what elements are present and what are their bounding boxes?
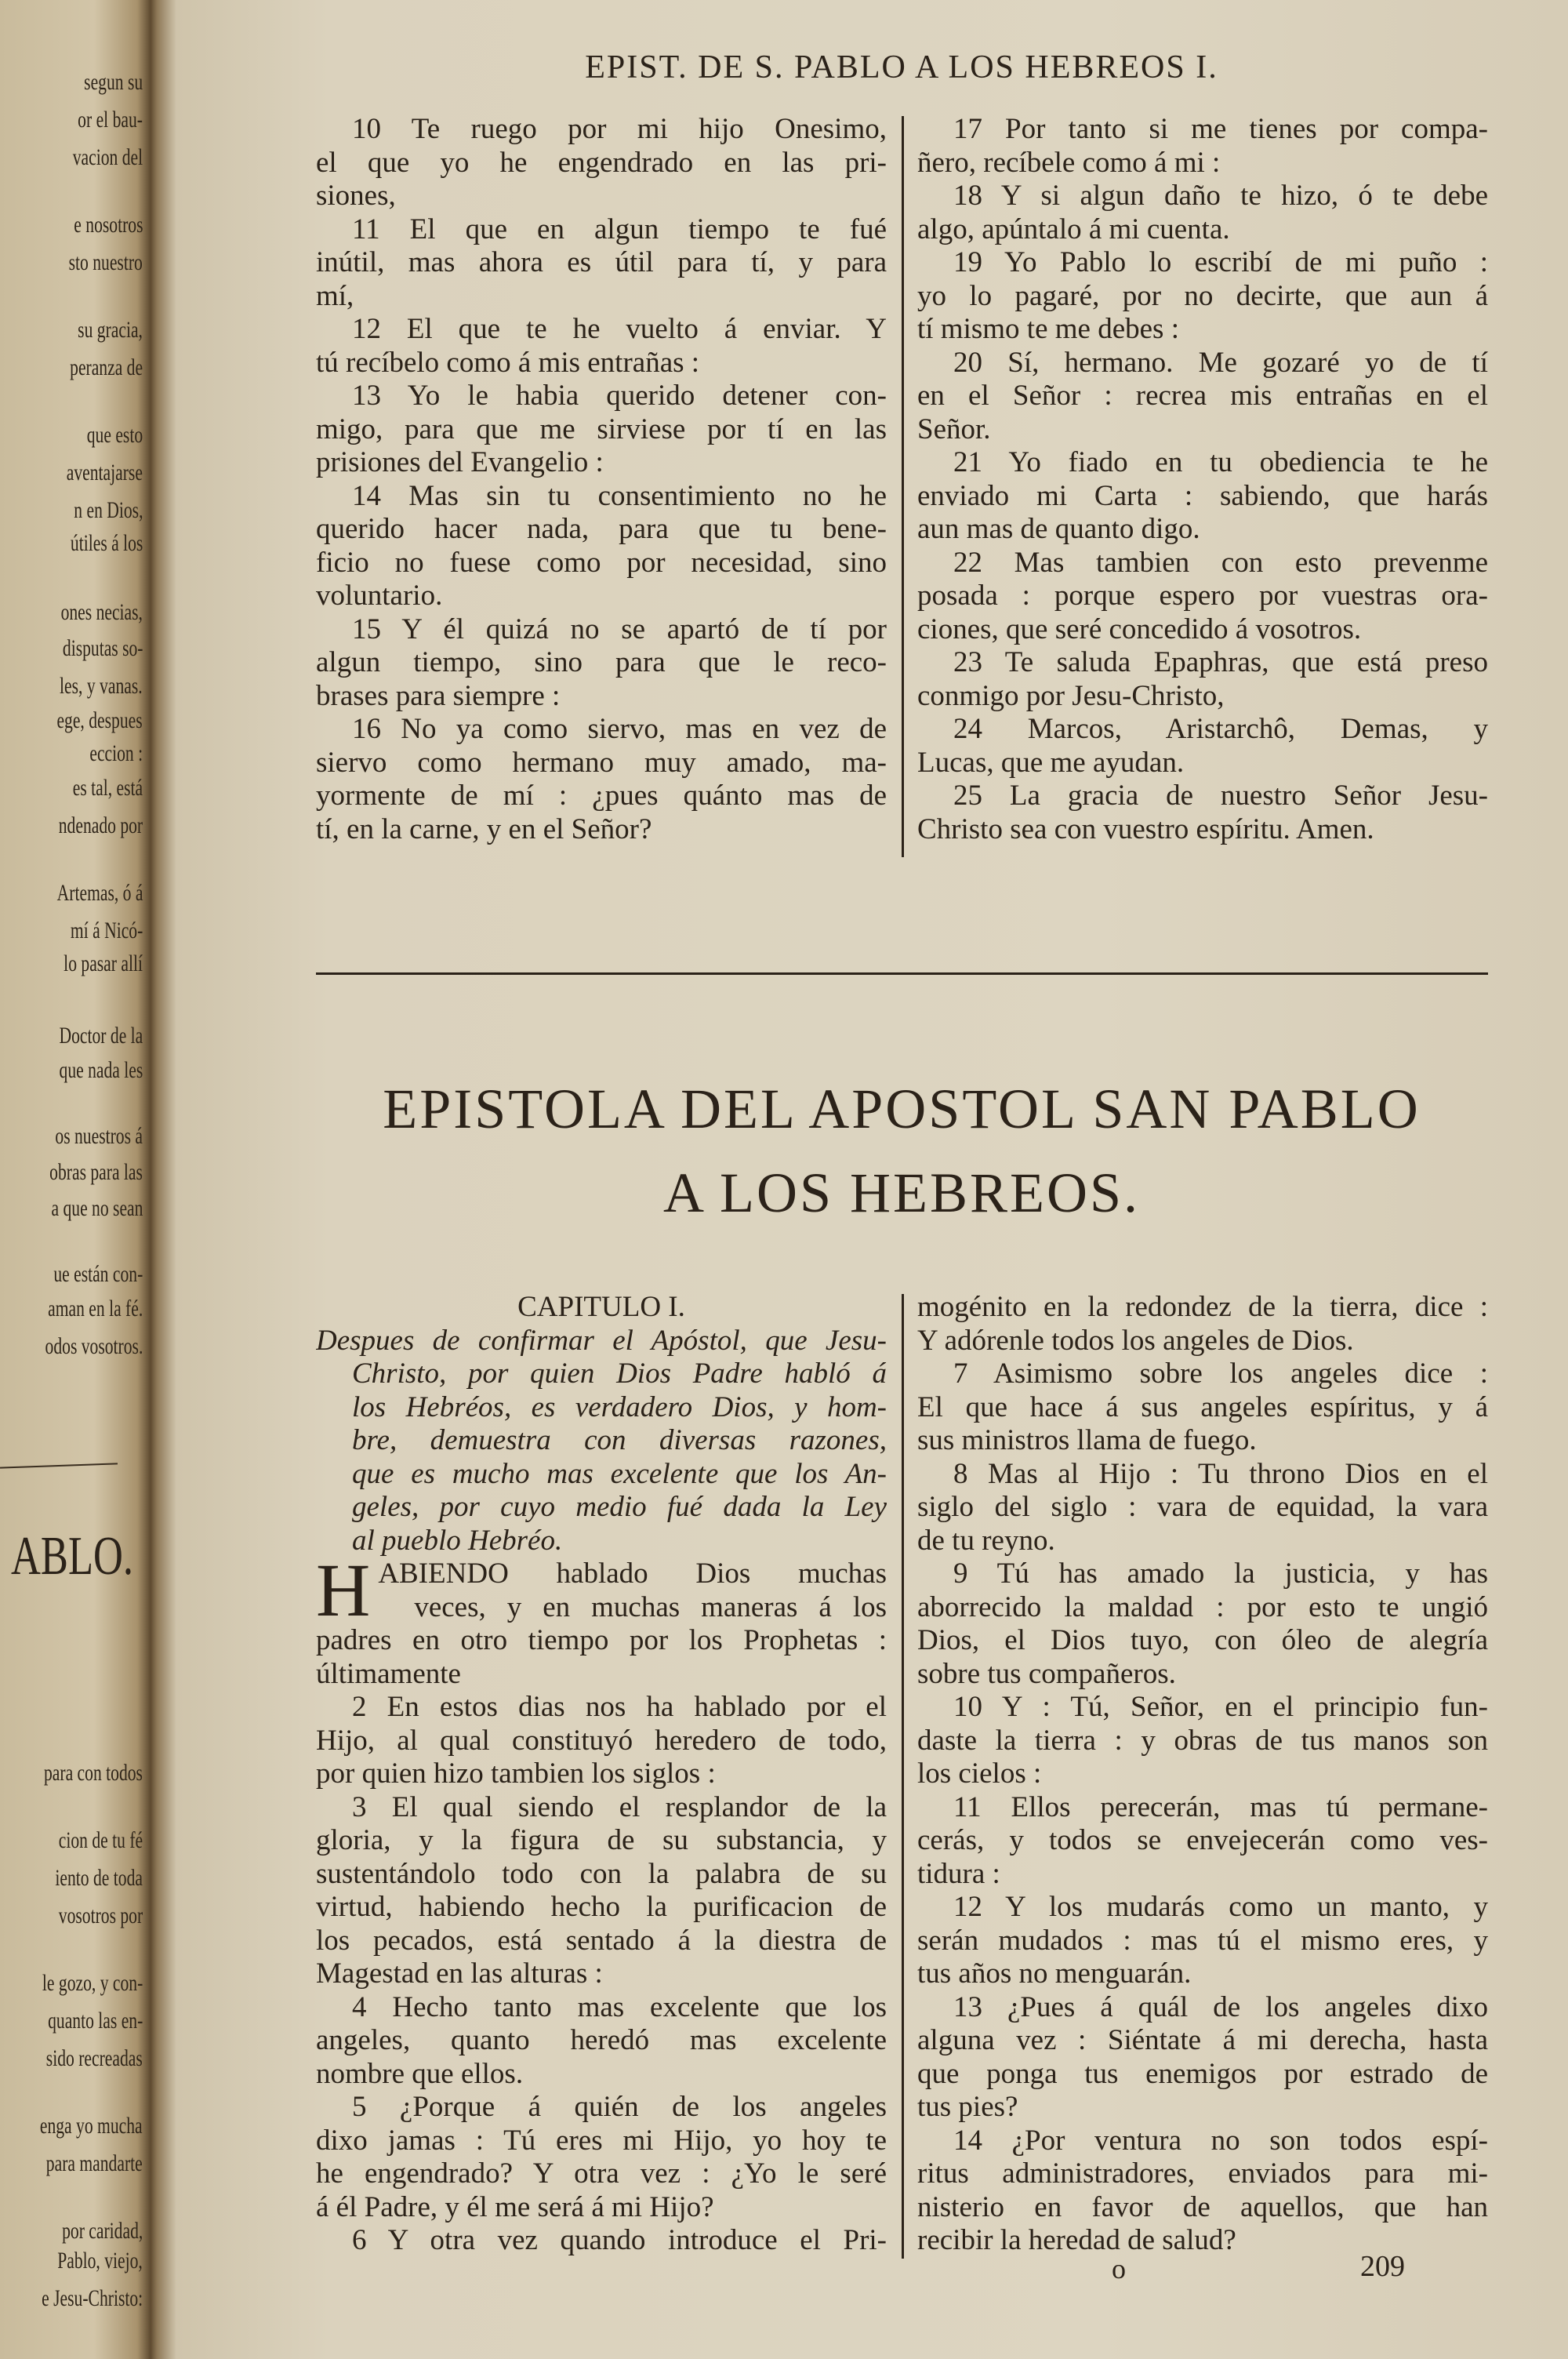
verse-line: algun tiempo, sino para que le reco- (316, 646, 887, 678)
facing-page-title-fragment: ABLO. (10, 1526, 133, 1587)
verse-line: dixo jamas : Tú eres mi Hijo, yo hoy te (316, 2124, 887, 2157)
verse-line: siglo del siglo : vara de equidad, la vara (917, 1491, 1488, 1523)
column-rule-top (902, 116, 904, 857)
facing-page-fragment: para mandarte (46, 2150, 143, 2176)
verse-line: El que hace á sus angeles espíritus, y á (917, 1390, 1488, 1423)
verse-line: ñero, recíbele como á mi : (917, 146, 1221, 179)
verse-line: 14 Mas sin tu consentimiento no he (352, 479, 887, 512)
facing-page-fragment: es tal, está (72, 775, 143, 801)
facing-page-fragment: n en Dios, (73, 497, 143, 523)
verse-line: Hijo, al qual constituyó heredero de todo, (316, 1724, 887, 1757)
verse-line: tidura : (917, 1857, 1000, 1890)
bottom-right-column (917, 1291, 1488, 2258)
verse-line: yormente de mí : ¿pues quánto mas de (316, 780, 887, 812)
facing-page-margin (0, 0, 149, 2359)
verse-line: 20 Sí, hermano. Me gozaré yo de tí (953, 346, 1488, 379)
verse-line: posada : porque espero por vuestras ora- (917, 580, 1488, 612)
facing-page-fragment: vacion del (72, 144, 143, 170)
verse-line: 4 Hecho tanto mas excelente que los (352, 1990, 887, 2023)
verse-line: ciones, que seré concedido á vosotros. (917, 612, 1362, 645)
facing-page-fragment: cion de tu fé (58, 1827, 143, 1853)
verse-line: serán mudados : mas tú el mismo eres, y (917, 1924, 1488, 1957)
verse-line: nombre que ellos. (316, 2057, 524, 2090)
verse-line: 10 Y : Tú, Señor, en el principio fun- (953, 1691, 1488, 1723)
verse-line: 10 Te ruego por mi hijo Onesimo, (352, 113, 887, 145)
chapter-summary-line: geles, por cuyo medio fué dada la Ley (352, 1491, 887, 1523)
verse-line: 18 Y si algun daño te hizo, ó te debe (953, 180, 1488, 212)
verse-line: voluntario. (316, 580, 443, 612)
facing-page-fragment: iento de toda (55, 1865, 143, 1891)
verse-text: ABIENDO hablado Dios muchas (378, 1558, 887, 1590)
top-left-column (316, 113, 887, 846)
drop-cap: H (316, 1548, 371, 1632)
chapter-summary-line: bre, demuestra con diversas razones, (352, 1424, 887, 1456)
verse-line: que ponga tus enemigos por estrado de (917, 2057, 1488, 2090)
verse-line: padres en otro tiempo por los Prophetas : (316, 1624, 887, 1656)
verse-line: 12 El que te he vuelto á enviar. Y (352, 313, 887, 345)
verse-line: 21 Yo fiado en tu obediencia te he (953, 446, 1488, 478)
verse-line: daste la tierra : y obras de tus manos son (917, 1724, 1488, 1757)
verse-line: Señor. (917, 413, 991, 445)
verse-line: aborrecido la maldad : por esto te ungió (917, 1590, 1488, 1623)
running-head: EPIST. DE S. PABLO A LOS HEBREOS I. (585, 49, 1218, 85)
verse-line: inútil, mas ahora es útil para tí, y para (316, 246, 887, 278)
facing-page-fragment: les, y vanas. (60, 673, 143, 699)
facing-page-fragment: eccion : (89, 740, 143, 766)
top-right-column (917, 113, 1488, 846)
verse-line: Y adórenle todos los angeles de Dios. (917, 1324, 1354, 1357)
verse-line: migo, para que me sirviese por tí en las (316, 413, 887, 445)
verse-line: tí, en la carne, y en el Señor? (316, 812, 652, 845)
verse-line: 16 No ya como siervo, mas en vez de (352, 713, 887, 745)
verse-line: 8 Mas al Hijo : Tu throno Dios en el (953, 1457, 1488, 1490)
verse-line: 19 Yo Pablo lo escribí de mi puño : (953, 246, 1488, 278)
verse-line: 15 Y él quizá no se apartó de tí por (352, 612, 887, 645)
verse-line: tus años no menguarán. (917, 1957, 1192, 1990)
facing-page-fragment: le gozo, y con- (42, 1970, 143, 1996)
verse-line: aun mas de quanto digo. (917, 513, 1200, 545)
verse-line: yo lo pagaré, por no decirte, que aun á (917, 279, 1488, 312)
verse-line: alguna vez : Siéntate á mi derecha, hasta (917, 2024, 1488, 2056)
verse-line: angeles, quanto heredó mas excelente (316, 2024, 887, 2056)
facing-page-fragment: quanto las en- (47, 2008, 143, 2034)
facing-page-fragment: enga yo mucha (40, 2113, 143, 2139)
verse-line: en el Señor : recrea mis entrañas en el (917, 380, 1488, 412)
verse-line: sus ministros llama de fuego. (917, 1424, 1257, 1456)
facing-page-fragment: vosotros por (58, 1903, 143, 1928)
verse-line: 5 ¿Porque á quién de los angeles (352, 2091, 887, 2123)
facing-page-fragment: sto nuestro (68, 249, 143, 275)
facing-page-fragment: lo pasar allí (64, 951, 143, 976)
verse-line: cerás, y todos se envejecerán como ves- (917, 1824, 1488, 1856)
verse-line: he engendrado? Y otra vez : ¿Yo le seré (316, 2157, 887, 2190)
verse-line: enviado mi Carta : sabiendo, que harás (917, 479, 1488, 512)
facing-page-fragment: e Jesu-Christo: (42, 2285, 143, 2311)
facing-page-fragment: que esto (86, 422, 143, 448)
verse-line: brases para siempre : (316, 679, 561, 712)
verse-line: 13 Yo le habia querido detener con- (352, 380, 887, 412)
verse-line: á él Padre, y él me será á mi Hijo? (316, 2190, 714, 2223)
verse-line: 11 Ellos perecerán, mas tú permane- (953, 1790, 1488, 1823)
verse-line: 11 El que en algun tiempo te fué (352, 213, 887, 245)
facing-page-divider (0, 1463, 118, 1468)
facing-page-fragment: Artemas, ó á (56, 880, 143, 906)
verse-line: 6 Y otra vez quando introduce el Pri- (352, 2224, 887, 2256)
facing-page-fragment: disputas so- (62, 635, 143, 661)
facing-page-fragment: odos vosotros. (45, 1333, 143, 1359)
verse-line: siervo como hermano muy amado, ma- (316, 746, 887, 779)
verse-line: virtud, habiendo hecho la purificacion de (316, 1891, 887, 1923)
verse-line: tus pies? (917, 2091, 1018, 2123)
verse-line: 23 Te saluda Epaphras, que está preso (953, 646, 1488, 678)
facing-page-fragment: segun su (83, 69, 143, 95)
verse-line: prisiones del Evangelio : (316, 446, 604, 478)
verse-line: mogénito en la redondez de la tierra, dice : (917, 1291, 1488, 1323)
verse-line: 24 Marcos, Aristarchô, Demas, y (953, 713, 1488, 745)
epistle-title-line-2: A LOS HEBREOS. (662, 1161, 1141, 1224)
verse-line: Dios, el Dios tuyo, con óleo de alegría (917, 1624, 1488, 1656)
verse-line: sobre tus compañeros. (917, 1657, 1176, 1690)
verse-line: 17 Por tanto si me tienes por compa- (953, 113, 1488, 145)
chapter-summary-line: Despues de confirmar el Apóstol, que Jesu- (316, 1324, 887, 1357)
facing-page-fragment: por caridad, (61, 2218, 143, 2244)
facing-page-fragment: os nuestros á (55, 1123, 143, 1149)
column-rule-bottom (902, 1294, 904, 2259)
verse-line: de tu reyno. (917, 1524, 1055, 1557)
section-divider (316, 972, 1488, 975)
verse-line: 3 El qual siendo el resplandor de la (352, 1790, 887, 1823)
verse-line: conmigo por Jesu-Christo, (917, 679, 1225, 712)
verse-line: ritus administradores, enviados para mi- (917, 2157, 1488, 2190)
chapter-heading: CAPITULO I. (517, 1291, 685, 1323)
verse-line: Magestad en las alturas : (316, 1957, 603, 1990)
facing-page-fragment: e nosotros (73, 212, 143, 238)
facing-page-fragment: útiles á los (70, 530, 143, 556)
verse-line: 14 ¿Por ventura no son todos espí- (953, 2124, 1488, 2157)
verse-line: últimamente (316, 1657, 461, 1690)
facing-page-fragment: Pablo, viejo, (57, 2248, 143, 2274)
facing-page-fragment: or el bau- (78, 107, 143, 133)
verse-line: tú recíbelo como á mis entrañas : (316, 346, 700, 379)
verse-line: 12 Y los mudarás como un manto, y (953, 1891, 1488, 1923)
verse-line: Lucas, que me ayudan. (917, 746, 1185, 779)
verse-line: querido hacer nada, para que tu bene- (316, 513, 887, 545)
verse-line: por quien hizo tambien los siglos : (316, 1757, 716, 1790)
facing-page-fragment: aventajarse (66, 460, 143, 485)
verse-line: mí, (316, 279, 354, 312)
verse-line: tí mismo te me debes : (917, 313, 1179, 345)
verse-line: 9 Tú has amado la justicia, y has (953, 1558, 1488, 1590)
verse-line: los pecados, está sentado á la diestra de (316, 1924, 887, 1957)
verse-line: 13 ¿Pues á quál de los angeles dixo (953, 1990, 1488, 2023)
facing-page-fragment: a que no sean (51, 1195, 143, 1221)
verse-line: siones, (316, 180, 396, 212)
verse-line: algo, apúntalo á mi cuenta. (917, 213, 1230, 245)
verse-line: Christo sea con vuestro espíritu. Amen. (917, 812, 1374, 845)
epistle-title-line-1: EPISTOLA DEL APOSTOL SAN PABLO (383, 1078, 1421, 1140)
page-number: 209 (1360, 2250, 1405, 2283)
verse-line: 25 La gracia de nuestro Señor Jesu- (953, 780, 1488, 812)
facing-page-fragment: ege, despues (56, 707, 143, 733)
signature-mark: o (1112, 2253, 1126, 2284)
verse-line: nisterio en favor de aquellos, que han (917, 2190, 1488, 2223)
verse-line: sustentándolo todo con la palabra de su (316, 1857, 887, 1890)
facing-page-fragment: para con todos (44, 1760, 143, 1786)
verse-line: gloria, y la figura de su substancia, y (316, 1824, 887, 1856)
facing-page-fragment: ue están con- (53, 1261, 143, 1287)
verse-line: el que yo he engendrado en las pri- (316, 146, 887, 179)
facing-page-fragment: peranza de (70, 354, 143, 380)
verse-line: veces, y en muchas maneras á los (414, 1590, 887, 1623)
verse-line: recibir la heredad de salud? (917, 2224, 1236, 2256)
verse-line: 7 Asimismo sobre los angeles dice : (953, 1358, 1488, 1390)
facing-page-fragment: mí á Nicó- (70, 918, 143, 943)
chapter-summary-line: al pueblo Hebréo. (352, 1524, 563, 1557)
facing-page-fragment: ones necias, (60, 599, 143, 625)
facing-page-fragment: su gracia, (78, 317, 143, 343)
chapter-summary-line: que es mucho mas excelente que los An- (352, 1457, 887, 1490)
bottom-left-column (316, 1291, 887, 2258)
facing-page-fragment: que nada les (59, 1057, 143, 1083)
verse-line: 22 Mas tambien con esto prevenme (953, 546, 1488, 579)
facing-page-fragment: Doctor de la (59, 1023, 143, 1049)
facing-page-fragment: obras para las (49, 1159, 143, 1185)
facing-page-fragment: aman en la fé. (47, 1296, 143, 1321)
chapter-summary-line: los Hebréos, es verdadero Dios, y hom- (352, 1390, 887, 1423)
chapter-summary-line: Christo, por quien Dios Padre habló á (352, 1358, 887, 1390)
verse-line: ficio no fuese como por necesidad, sino (316, 546, 887, 579)
verse-line: los cielos : (917, 1757, 1042, 1790)
facing-page-fragment: sido recreadas (46, 2045, 143, 2071)
verse-line: 2 En estos dias nos ha hablado por el (352, 1691, 887, 1723)
facing-page-fragment: ndenado por (58, 812, 143, 838)
